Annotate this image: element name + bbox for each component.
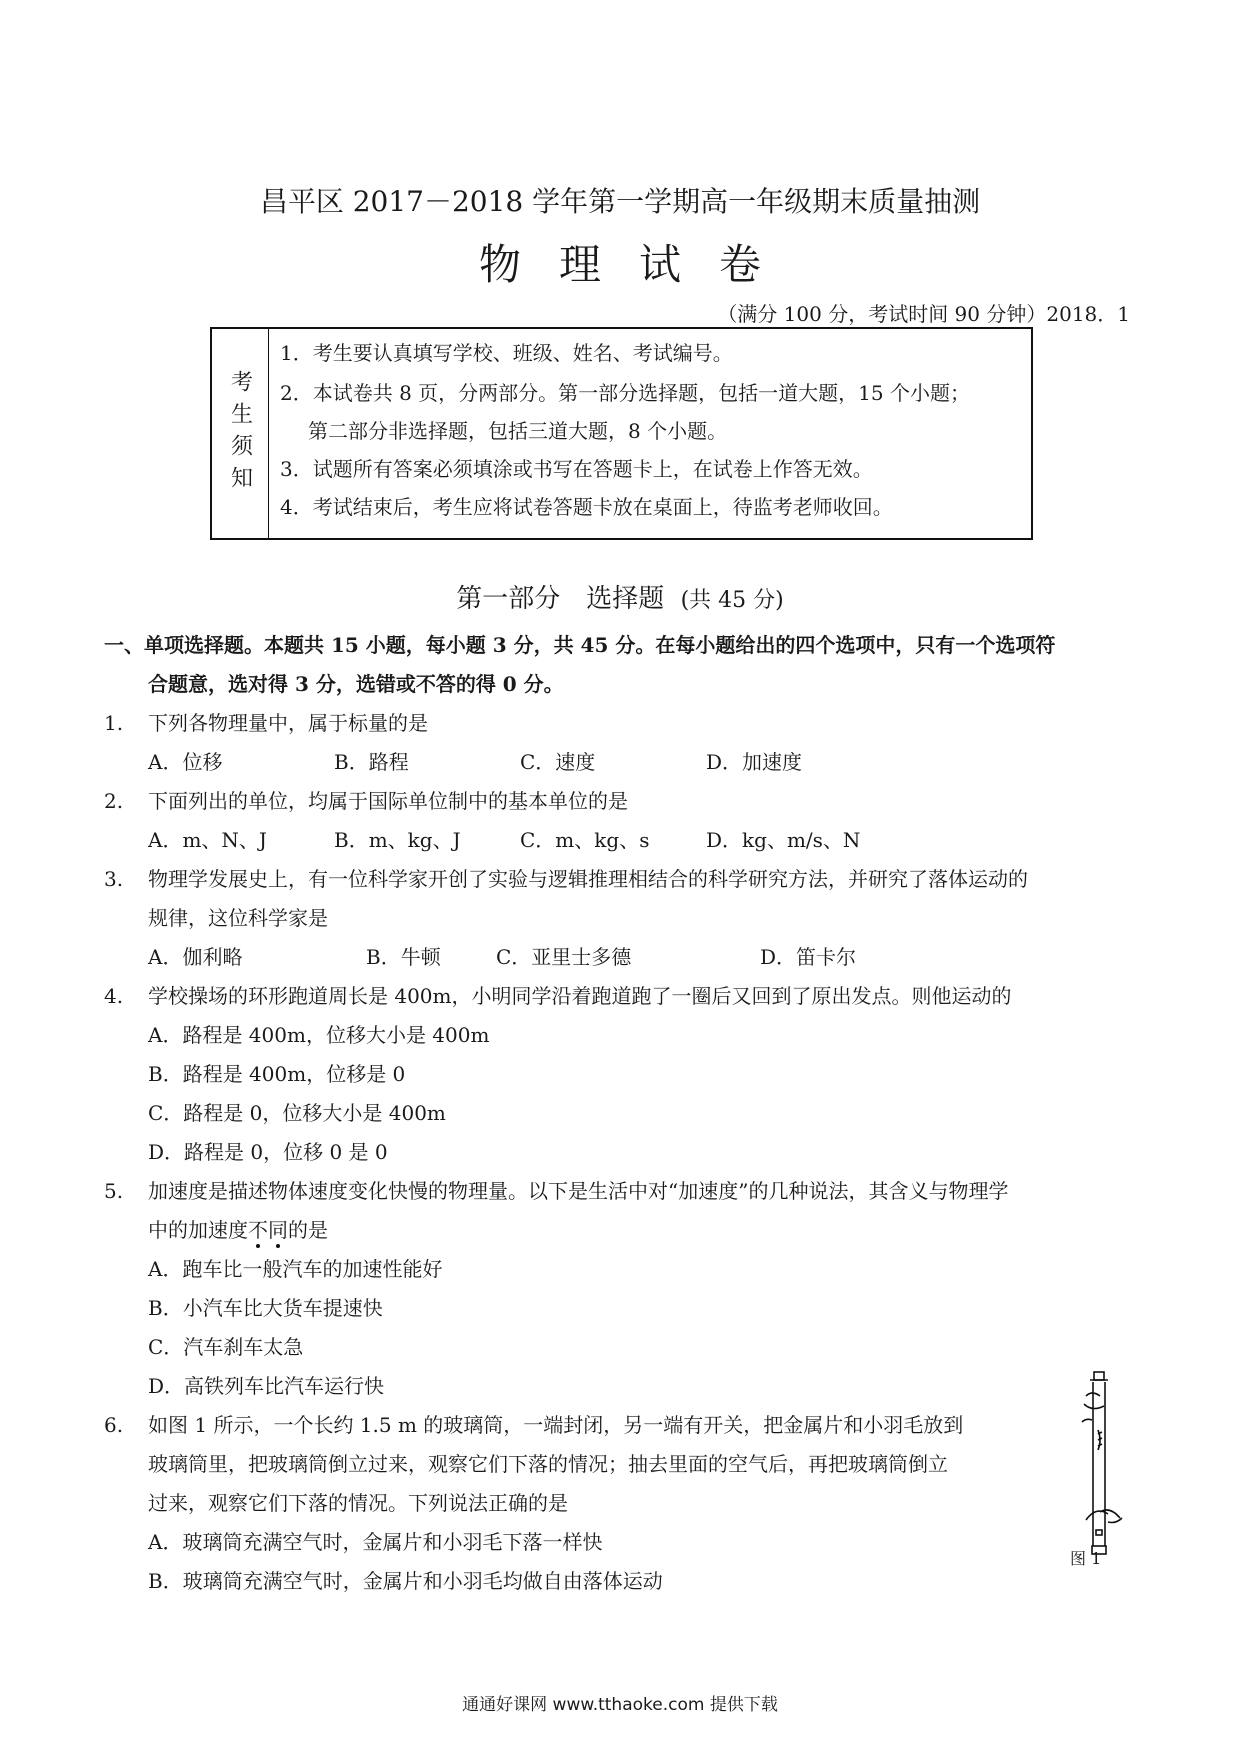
option: A．伽利略 [148, 945, 243, 969]
option: A．m、N、J [148, 828, 267, 852]
option: A．玻璃筒充满空气时，金属片和小羽毛下落一样快 [148, 1530, 603, 1554]
option: C．m、kg、s [520, 828, 650, 852]
glass-tube-figure [1068, 1370, 1134, 1560]
question-number: 6. [104, 1413, 124, 1437]
question-stem-cont [148, 1217, 328, 1243]
notice-line: 第二部分非选择题，包括三道大题，8 个小题。 [308, 419, 728, 443]
notice-line: 3．试题所有答案必须填涂或书写在答题卡上，在试卷上作答无效。 [280, 457, 873, 481]
part-instructions-cont: 合题意，选对得 3 分，选错或不答的得 0 分。 [148, 672, 564, 696]
notice-box [210, 327, 1033, 540]
notice-line: 4．考试结束后，考生应将试卷答题卡放在桌面上，待监考老师收回。 [280, 495, 893, 519]
part-instructions: 一、单项选择题。本题共 15 小题，每小题 3 分，共 45 分。在每小题给出的四个选项中，只有一个选项符 [104, 633, 1056, 657]
question-stem-cont: 玻璃筒里，把玻璃筒倒立过来，观察它们下落的情况；抽去里面的空气后，再把玻璃筒倒立 [148, 1452, 948, 1476]
subject-title: 物理试卷 [478, 240, 799, 289]
notice-line: 2．本试卷共 8 页，分两部分。第一部分选择题，包括一道大题，15 个小题； [280, 381, 970, 405]
option: D．加速度 [706, 750, 803, 774]
option: C．汽车刹车太急 [148, 1335, 304, 1359]
footer-source: 通通好课网 www.tthaoke.com 提供下载 [462, 1695, 778, 1715]
question-stem-cont: 规律，这位科学家是 [148, 906, 328, 930]
figure-caption: 图 1 [1070, 1549, 1102, 1568]
question-stem-cont: 过来，观察它们下落的情况。下列说法正确的是 [148, 1491, 568, 1515]
question-stem: 学校操场的环形跑道周长是 400m，小明同学沿着跑道跑了一圈后又回到了原出发点。则他运动的 [148, 984, 1012, 1008]
option: B．玻璃筒充满空气时，金属片和小羽毛均做自由落体运动 [148, 1569, 663, 1593]
section-title [0, 578, 1240, 615]
question-stem: 物理学发展史上，有一位科学家开创了实验与逻辑推理相结合的科学研究方法，并研究了落体运动的 [148, 867, 1028, 891]
emphasis-dot [276, 1244, 280, 1248]
emphasis-text: 不 [248, 1218, 268, 1242]
question-number: 1. [104, 711, 124, 735]
option: B．牛顿 [366, 945, 441, 969]
option: C．速度 [520, 750, 596, 774]
option: C．亚里士多德 [496, 945, 632, 969]
option: C．路程是 0，位移大小是 400m [148, 1101, 446, 1125]
emphasis-char [248, 1218, 268, 1242]
option: A．跑车比一般汽车的加速性能好 [148, 1257, 443, 1281]
option: D．高铁列车比汽车运行快 [148, 1374, 385, 1398]
option: B．路程是 400m，位移是 0 [148, 1062, 406, 1086]
notice-label: 考生须知 [227, 369, 253, 498]
option: D．笛卡尔 [760, 945, 857, 969]
option: A．路程是 400m，位移大小是 400m [148, 1023, 490, 1047]
question-number: 4. [104, 984, 124, 1008]
question-stem: 下面列出的单位，均属于国际单位制中的基本单位的是 [148, 789, 628, 813]
option: D．路程是 0，位移 0 是 0 [148, 1140, 388, 1164]
question-number: 5. [104, 1179, 124, 1203]
exam-meta: （满分 100 分，考试时间 90 分钟）2018．1 [717, 302, 1130, 326]
option: B．m、kg、J [334, 828, 461, 852]
stem-text: 中的加速度 [148, 1218, 248, 1242]
exam-title: 昌平区 2017－2018 学年第一学期高一年级期末质量抽测 [259, 185, 981, 218]
section-title-text: 第一部分 选择题 [456, 584, 665, 614]
question-number: 2. [104, 789, 124, 813]
emphasis-text: 同 [268, 1218, 288, 1242]
stem-text: 的是 [288, 1218, 328, 1242]
notice-label-cell [212, 329, 269, 538]
option: A．位移 [148, 750, 223, 774]
section-score: (共 45 分) [680, 588, 784, 613]
question-stem: 如图 1 所示，一个长约 1.5 m 的玻璃筒，一端封闭，另一端有开关，把金属片和小羽毛放到 [148, 1413, 964, 1437]
option: B．小汽车比大货车提速快 [148, 1296, 383, 1320]
notice-line: 1．考生要认真填写学校、班级、姓名、考试编号。 [280, 341, 733, 365]
emphasis-dot [256, 1244, 260, 1248]
question-stem: 加速度是描述物体速度变化快慢的物理量。以下是生活中对“加速度”的几种说法，其含义与物理学 [148, 1179, 1009, 1203]
option: B．路程 [334, 750, 409, 774]
question-number: 3. [104, 867, 124, 891]
emphasis-char [268, 1218, 288, 1242]
option: D．kg、m/s、N [706, 828, 861, 852]
question-stem: 下列各物理量中，属于标量的是 [148, 711, 428, 735]
